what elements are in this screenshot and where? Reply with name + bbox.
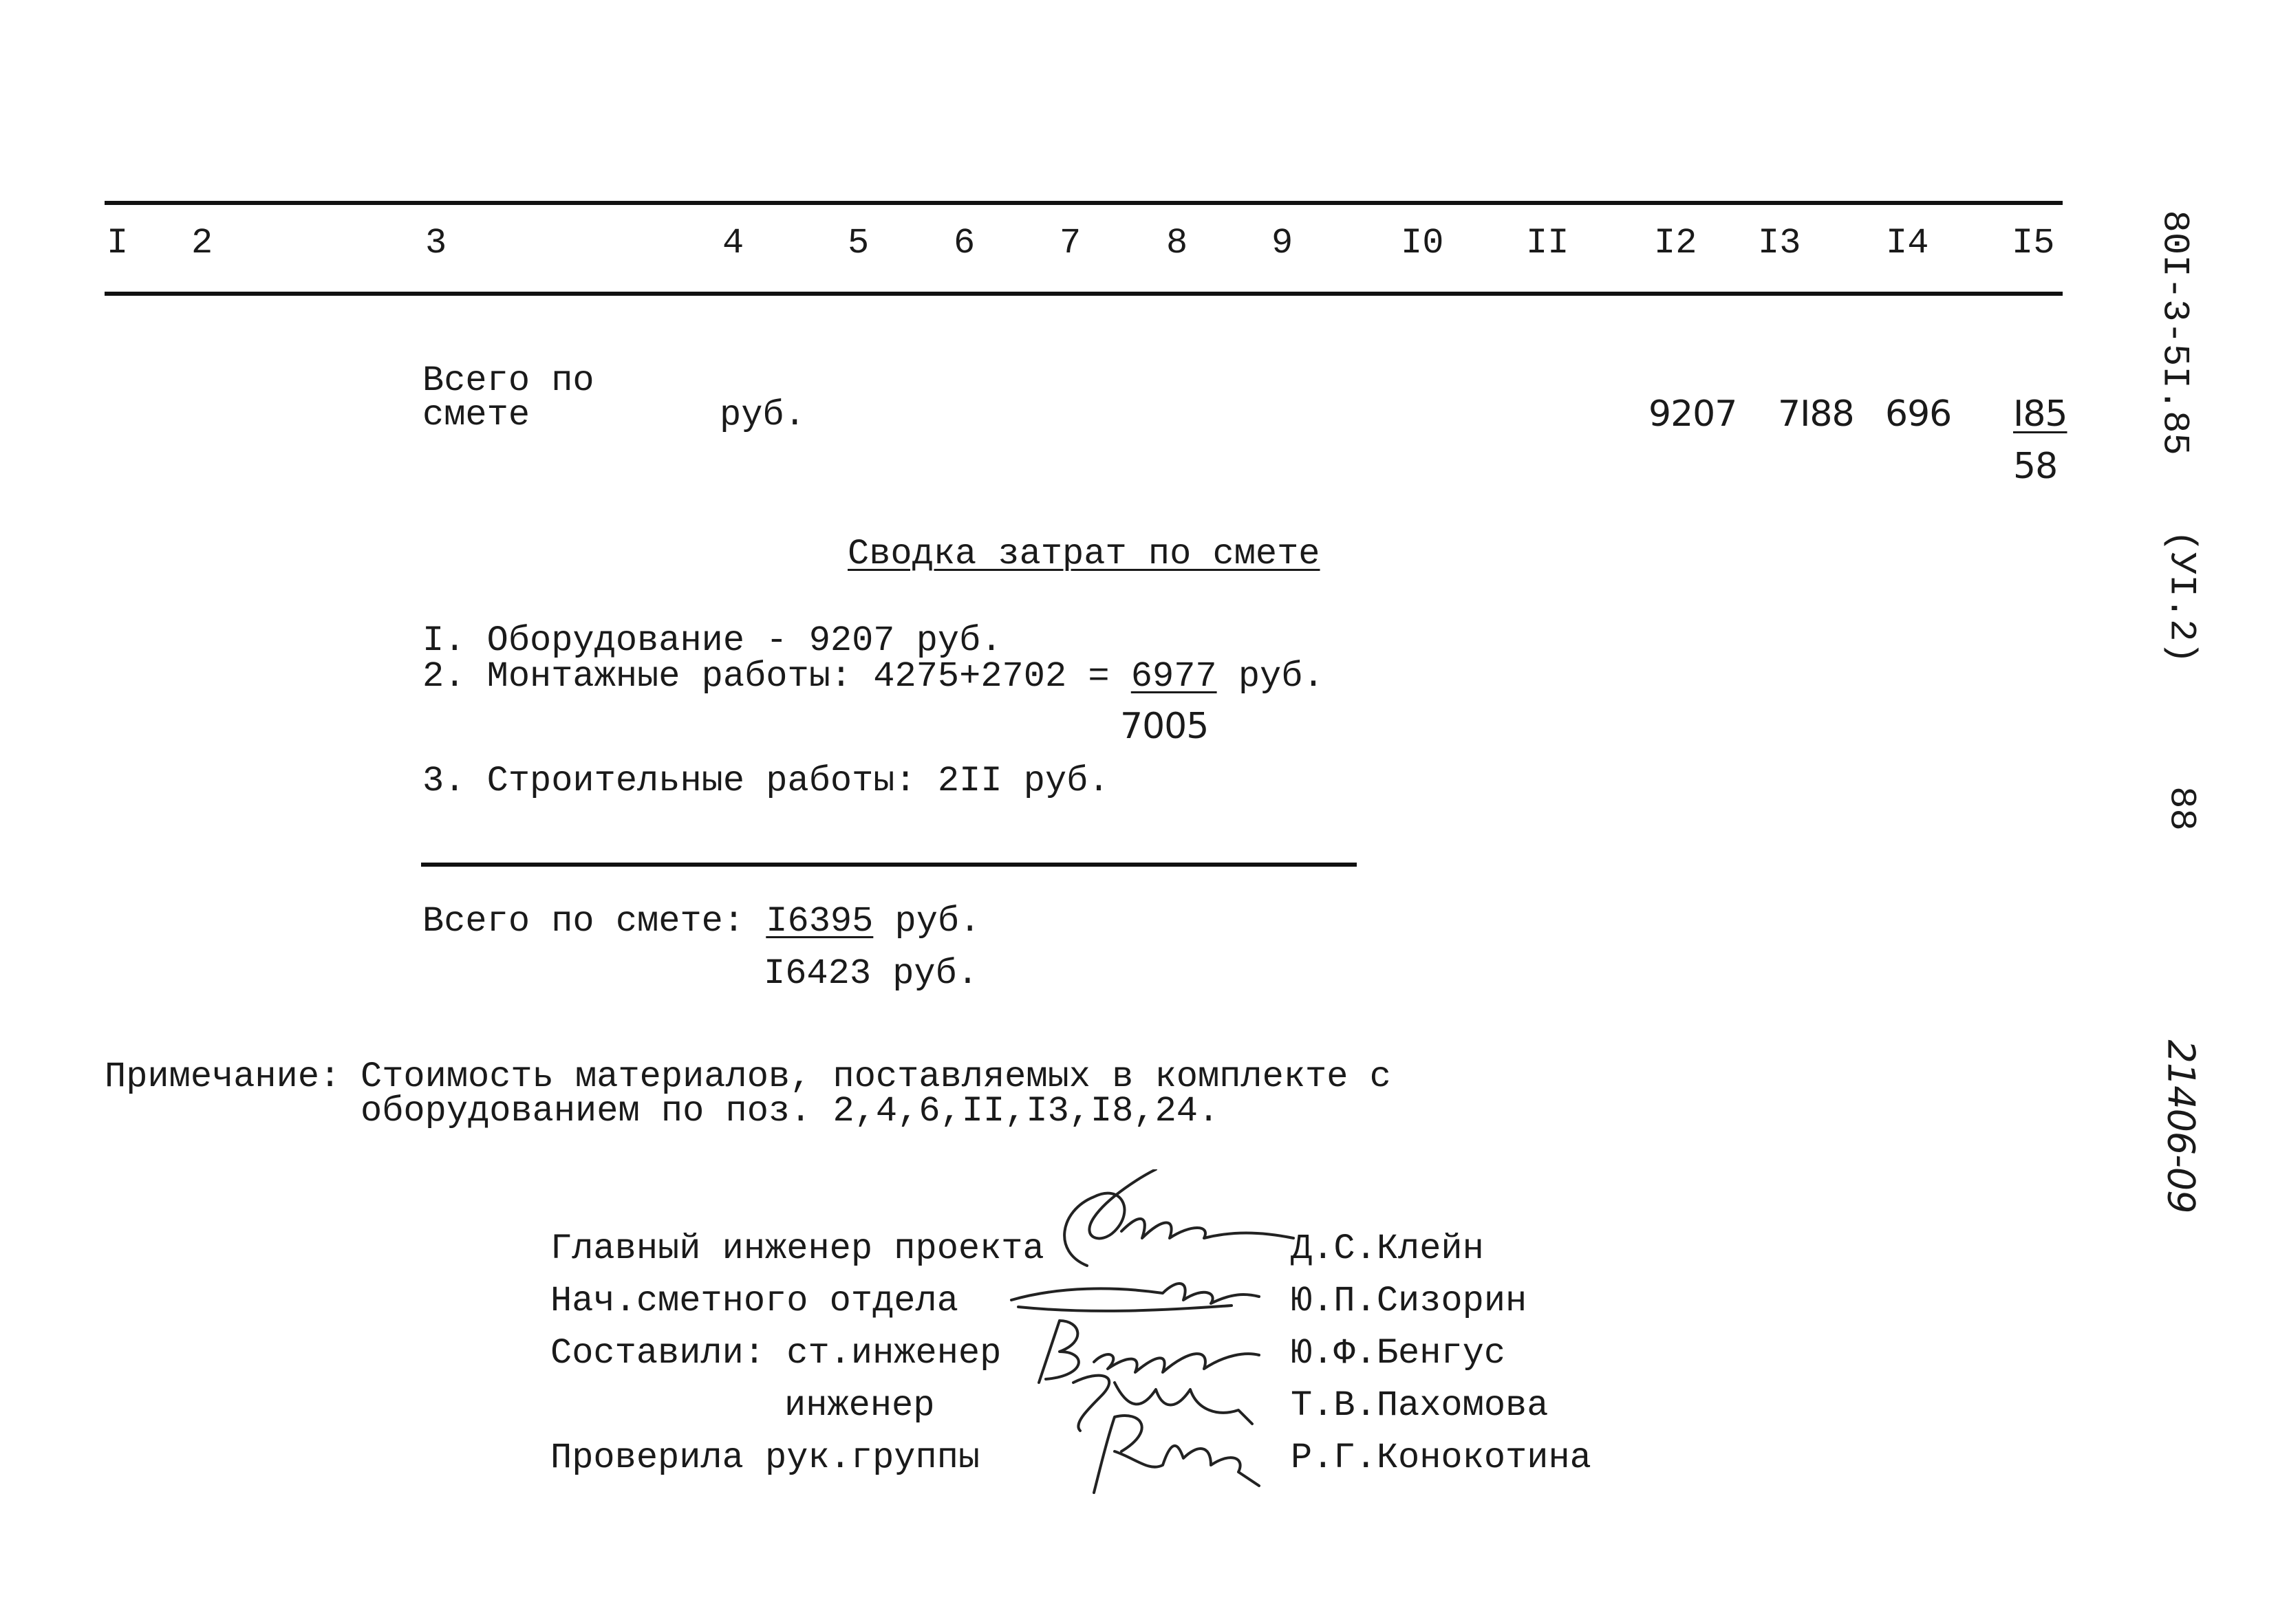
- installation-value: 6977: [1130, 656, 1217, 697]
- column-number: 3: [425, 223, 447, 263]
- total-col12: 9207: [1648, 393, 1737, 435]
- summary-total-correction: I6423 руб.: [764, 953, 979, 994]
- page-number: 88: [2160, 786, 2202, 831]
- signature-name: Т.В.Пахомова: [1291, 1385, 1549, 1426]
- summary-title: Сводка затрат по смете: [848, 534, 1320, 574]
- column-number: I5: [2012, 223, 2055, 263]
- total-label: Всего по: [422, 360, 594, 401]
- column-number: I4: [1886, 223, 1929, 263]
- section-code: (УI.2): [2160, 530, 2202, 664]
- note-line2: оборудованием по поз. 2,4,6,II,I3,I8,24.: [361, 1091, 1220, 1132]
- note-label: Примечание:: [105, 1057, 341, 1097]
- column-number: II: [1526, 223, 1569, 263]
- signature-role: Проверила рук.группы: [550, 1438, 980, 1478]
- signature-name: Д.С.Клейн: [1291, 1228, 1484, 1269]
- summary-item-equipment: I. Оборудование - 9207 руб.: [422, 620, 1002, 661]
- signature-role: Главный инженер проекта: [550, 1228, 1044, 1269]
- installation-formula: 2. Монтажные работы: 4275+2702 =: [422, 656, 1131, 697]
- column-number: 9: [1271, 223, 1293, 263]
- column-number: I3: [1758, 223, 1801, 263]
- handwritten-signature: [1039, 1169, 1300, 1279]
- signature-name: Ю.П.Сизорин: [1291, 1281, 1527, 1321]
- column-number: I0: [1401, 223, 1444, 263]
- document-code: 80I-3-5I.85: [2153, 210, 2195, 455]
- summary-divider: [421, 863, 1357, 867]
- total-col15: I85: [2013, 393, 2067, 435]
- total-col13: 7I88: [1778, 393, 1854, 435]
- summary-total: [422, 901, 981, 942]
- total-label: смете: [422, 395, 530, 435]
- signature-role: Нач.сметного отдела: [550, 1281, 958, 1321]
- column-number: 6: [954, 223, 976, 263]
- total-unit: руб.: [720, 395, 806, 435]
- note-line1: Стоимость материалов, поставляемых в комплекте с: [361, 1057, 1391, 1097]
- summary-total-unit: руб.: [873, 901, 981, 942]
- column-number: 4: [722, 223, 744, 263]
- handwritten-signature: [1004, 1266, 1266, 1321]
- column-number: I: [107, 223, 129, 263]
- total-col15-correction: 58: [2013, 446, 2058, 487]
- signature-name: Ю.Ф.Бенгус: [1291, 1333, 1506, 1374]
- header-top-rule: [105, 201, 2063, 205]
- summary-total-label: Всего по смете:: [422, 901, 766, 942]
- summary-total-value: I6395: [766, 901, 874, 942]
- column-number: 5: [848, 223, 870, 263]
- header-bottom-rule: [105, 292, 2063, 296]
- installation-correction: 7005: [1120, 706, 1209, 747]
- signature-role: Составили: ст.инженер: [550, 1333, 1002, 1374]
- inventory-number: 21406-09: [2159, 1039, 2203, 1213]
- total-col14: 696: [1885, 393, 1952, 435]
- column-number: 8: [1166, 223, 1188, 263]
- column-number: 7: [1060, 223, 1082, 263]
- summary-item-construction: 3. Строительные работы: 2II руб.: [422, 761, 1110, 801]
- column-number: 2: [191, 223, 213, 263]
- handwritten-signature: [1073, 1410, 1266, 1500]
- signature-name: Р.Г.Конокотина: [1291, 1438, 1591, 1478]
- summary-item-installation: [422, 656, 1324, 697]
- installation-unit: руб.: [1216, 656, 1324, 697]
- signature-role: инженер: [784, 1385, 935, 1426]
- column-number: I2: [1654, 223, 1697, 263]
